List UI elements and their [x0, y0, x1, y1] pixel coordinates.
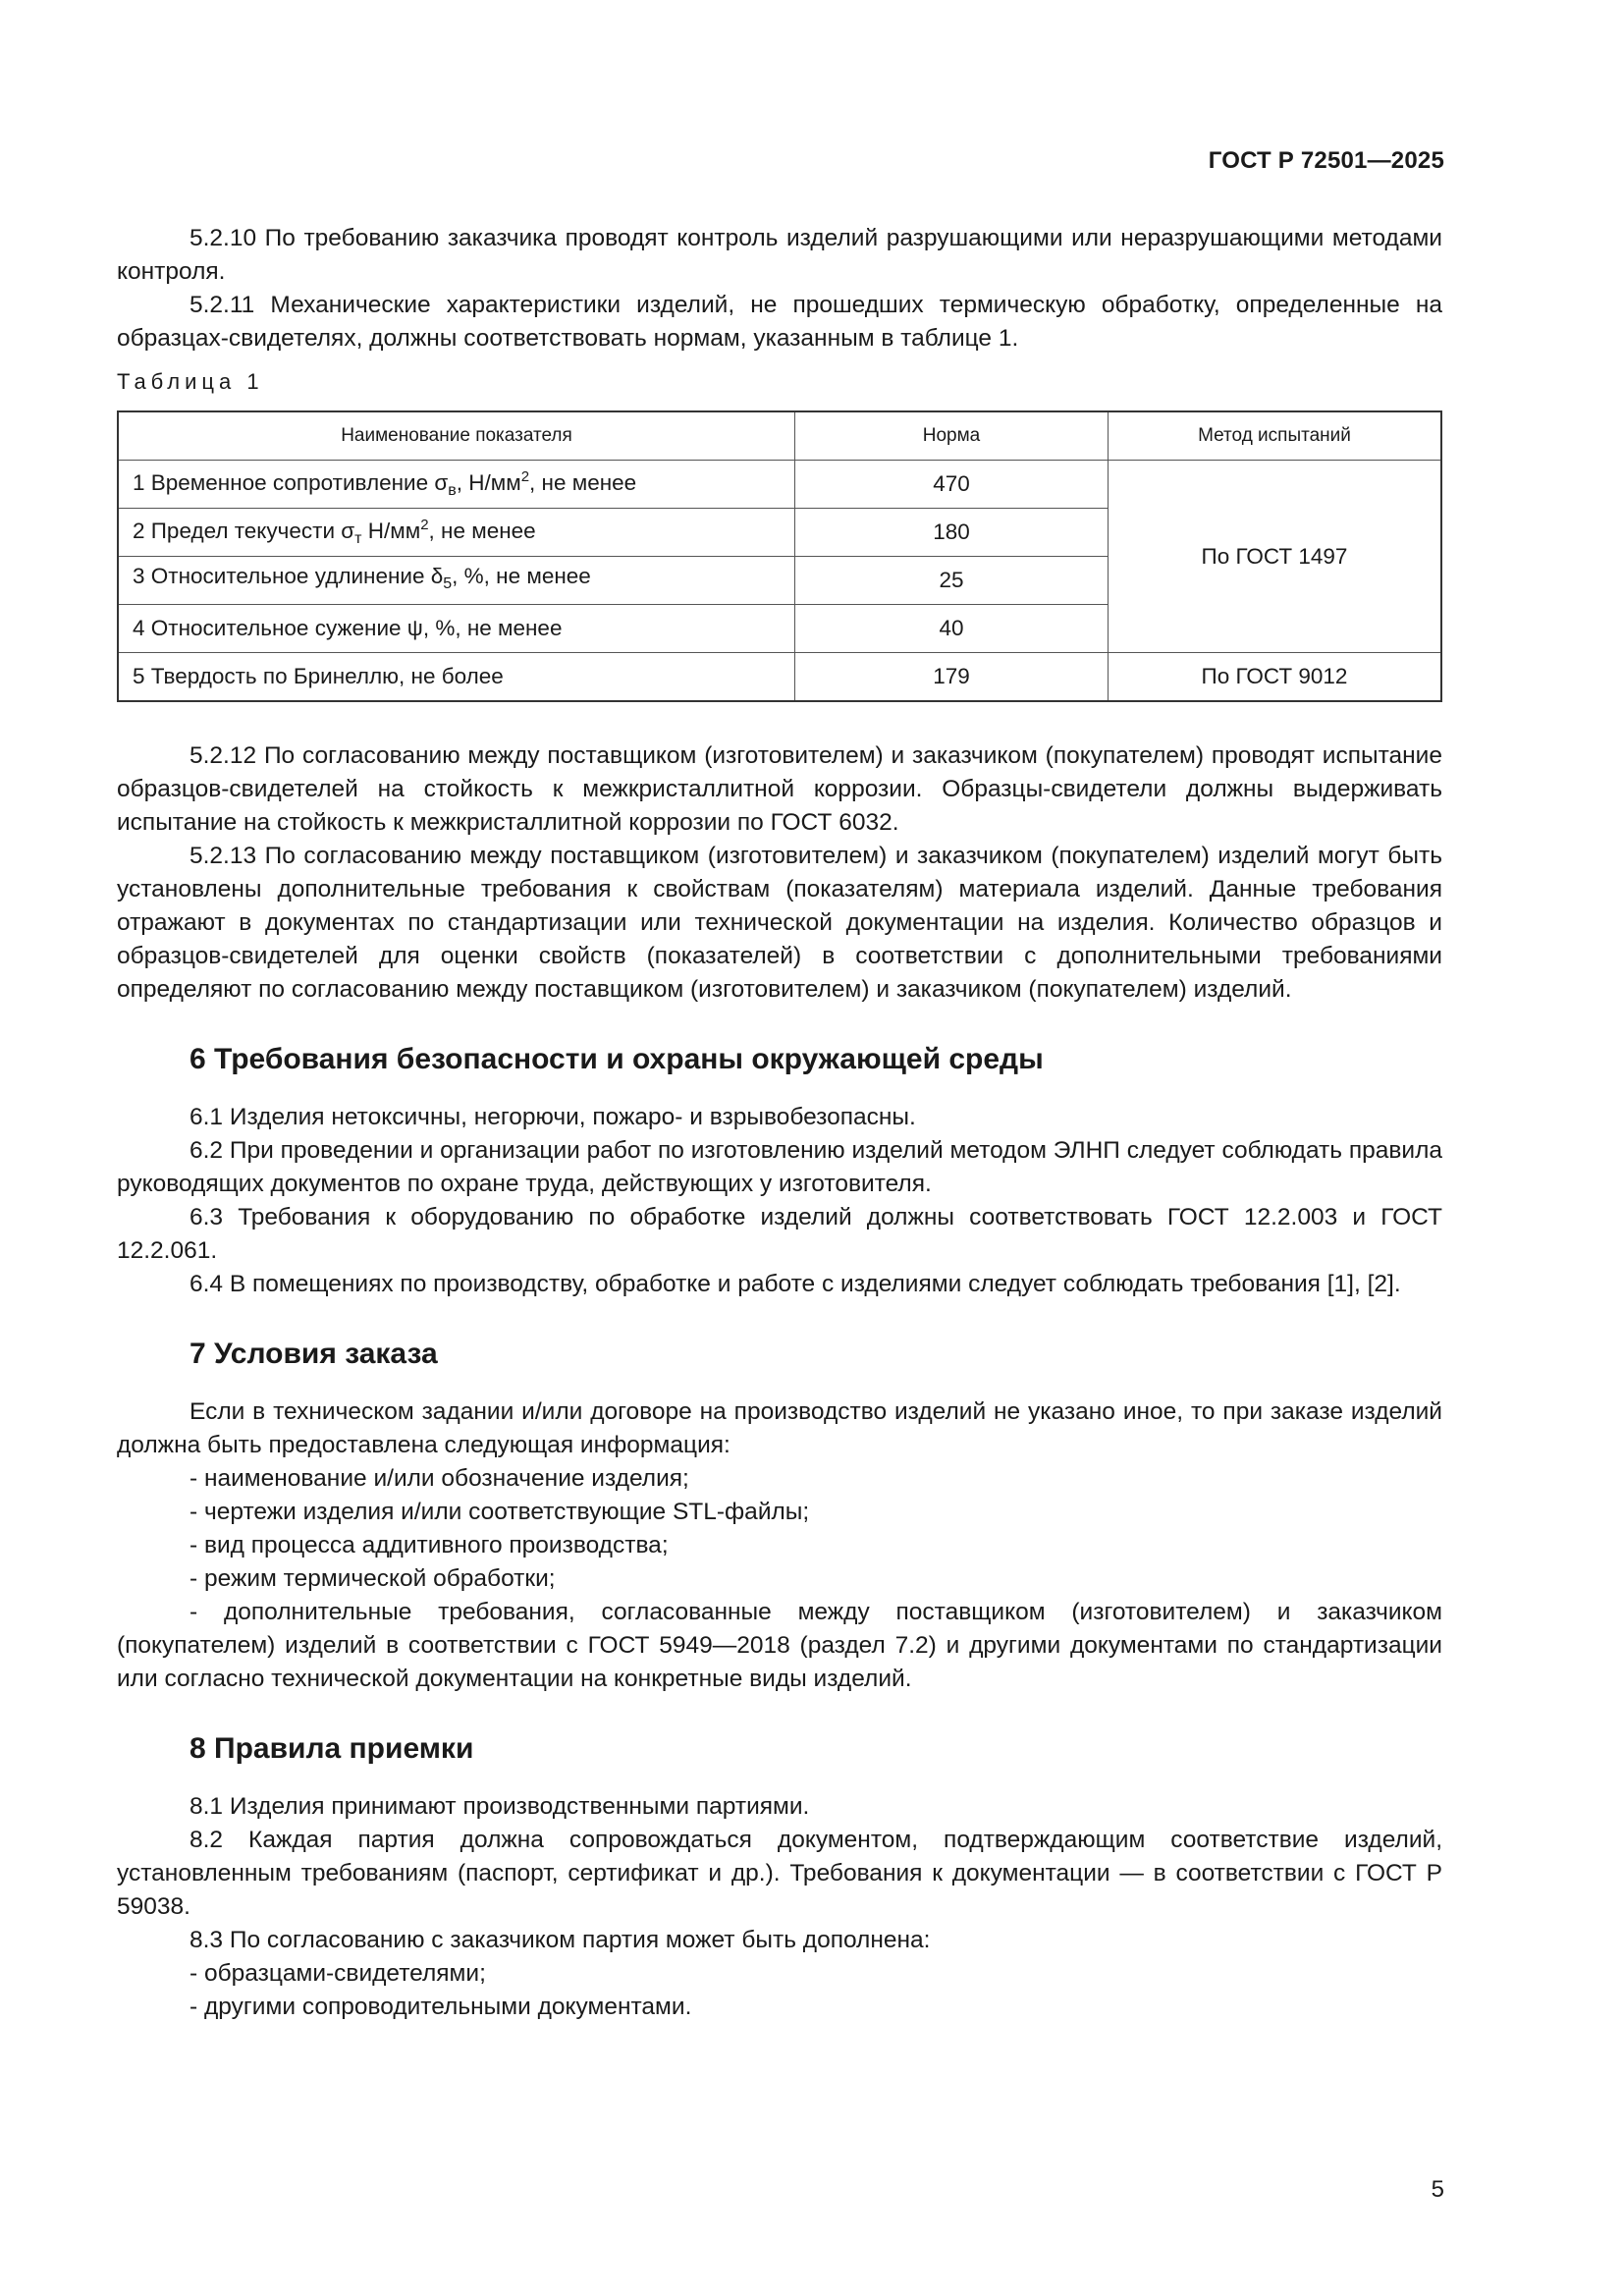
norm-cell: 40	[795, 605, 1109, 653]
property-cell: 5 Твердость по Бринеллю, не более	[118, 653, 795, 702]
list-item: - вид процесса аддитивного производства;	[189, 1532, 669, 1558]
property-cell: 1 Временное сопротивление $\sigma_в$, $Н/мм^2$, не менее	[118, 461, 795, 509]
paragraph-5-2-10: 5.2.10 По требованию заказчика проводят контроль изделий разрушающими или неразрушающими методами контроля.	[117, 225, 1442, 285]
list-item: - дополнительные требования, согласованные между поставщиком (изготовителем) и заказчиком (покупателем) изделий в соответствии с ГОСТ 5949—2018 (раздел 7.2) и другими документами по стандартизации или согласно технической документации на конкретные виды изделий.	[117, 1599, 1442, 1692]
norm-cell: 179	[795, 653, 1109, 702]
paragraph-8-3: 8.3 По согласованию с заказчиком партия может быть дополнена:	[189, 1927, 931, 1953]
paragraph-5-2-12: 5.2.12 По согласованию между поставщиком (изготовителем) и заказчиком (покупателем) проводят испытание образцов-свидетелей на стойкость к межкристаллитной коррозии. Образцы-свидетели должны выдерживать испытание на стойкость к межкристаллитной коррозии по ГОСТ 6032.	[117, 742, 1442, 836]
property-cell: 3 Относительное удлинение $\delta_5$, %, не менее	[118, 557, 795, 605]
section-8-heading: 8 Правила приемки	[189, 1732, 474, 1765]
property-cell: 4 Относительное сужение ψ, %, не менее	[118, 605, 795, 653]
paragraph-6-3: 6.3 Требования к оборудованию по обработке изделий должны соответствовать ГОСТ 12.2.003 и ГОСТ 12.2.061.	[117, 1204, 1442, 1264]
paragraph-6-1: 6.1 Изделия нетоксичны, негорючи, пожаро- и взрывобезопасны.	[189, 1104, 916, 1130]
table-caption: Таблица 1	[117, 369, 264, 394]
method-cell-group: По ГОСТ 1497	[1109, 461, 1442, 653]
norm-cell: 180	[795, 509, 1109, 557]
list-item: - образцами-свидетелями;	[189, 1960, 486, 1987]
list-item: - чертежи изделия и/или соответствующие STL-файлы;	[189, 1499, 810, 1525]
section-6-heading: 6 Требования безопасности и охраны окружающей среды	[189, 1043, 1044, 1075]
table-row	[118, 461, 1441, 509]
properties-table	[117, 410, 1442, 702]
page-body	[117, 222, 1442, 2024]
header-norm: Норма	[795, 411, 1109, 461]
paragraph-5-2-11: 5.2.11 Механические характеристики изделий, не прошедших термическую обработку, определенные на образцах-свидетелях, должны соответствовать нормам, указанным в таблице 1.	[117, 292, 1442, 352]
method-cell-last: По ГОСТ 9012	[1109, 653, 1442, 702]
table-row	[118, 653, 1441, 702]
header-method: Метод испытаний	[1109, 411, 1442, 461]
paragraph-6-2: 6.2 При проведении и организации работ по изготовлению изделий методом ЭЛНП следует соблюдать правила руководящих документов по охране труда, действующих у изготовителя.	[117, 1137, 1442, 1197]
paragraph-8-2: 8.2 Каждая партия должна сопровождаться документом, подтверждающим соответствие изделий, установленным требованиям (паспорт, сертификат и др.). Требования к документации — в соответствии с ГОСТ Р 59038.	[117, 1827, 1442, 1920]
norm-cell: 25	[795, 557, 1109, 605]
list-item: - наименование и/или обозначение изделия;	[189, 1465, 689, 1492]
paragraph-6-4: 6.4 В помещениях по производству, обработке и работе с изделиями следует соблюдать требования [1], [2].	[189, 1271, 1401, 1297]
property-cell: 2 Предел текучести $\sigma_т$ $Н/мм^2$, не менее	[118, 509, 795, 557]
list-item: - режим термической обработки;	[189, 1565, 556, 1592]
paragraph-8-1: 8.1 Изделия принимают производственными партиями.	[189, 1793, 810, 1820]
norm-cell: 470	[795, 461, 1109, 509]
header-property: Наименование показателя	[118, 411, 795, 461]
section-7-heading: 7 Условия заказа	[189, 1338, 438, 1370]
standard-code: ГОСТ Р 72501—2025	[1208, 147, 1444, 174]
table-header-row	[118, 411, 1441, 461]
section-7-intro: Если в техническом задании и/или договоре на производство изделий не указано иное, то при заказе изделий должна быть предоставлена следующая информация:	[117, 1398, 1442, 1458]
page-number: 5	[1431, 2176, 1444, 2203]
paragraph-5-2-13: 5.2.13 По согласованию между поставщиком (изготовителем) и заказчиком (покупателем) изделий могут быть установлены дополнительные требования к свойствам (показателям) материала изделий. Данные требования отражают в документах по стандартизации или технической документации на изделия. Количество образцов и образцов-свидетелей для оценки свойств (показателей) в соответствии с дополнительными требованиями определяют по согласованию между поставщиком (изготовителем) и заказчиком (покупателем) изделий.	[117, 843, 1442, 1003]
list-item: - другими сопроводительными документами.	[189, 1994, 692, 2020]
